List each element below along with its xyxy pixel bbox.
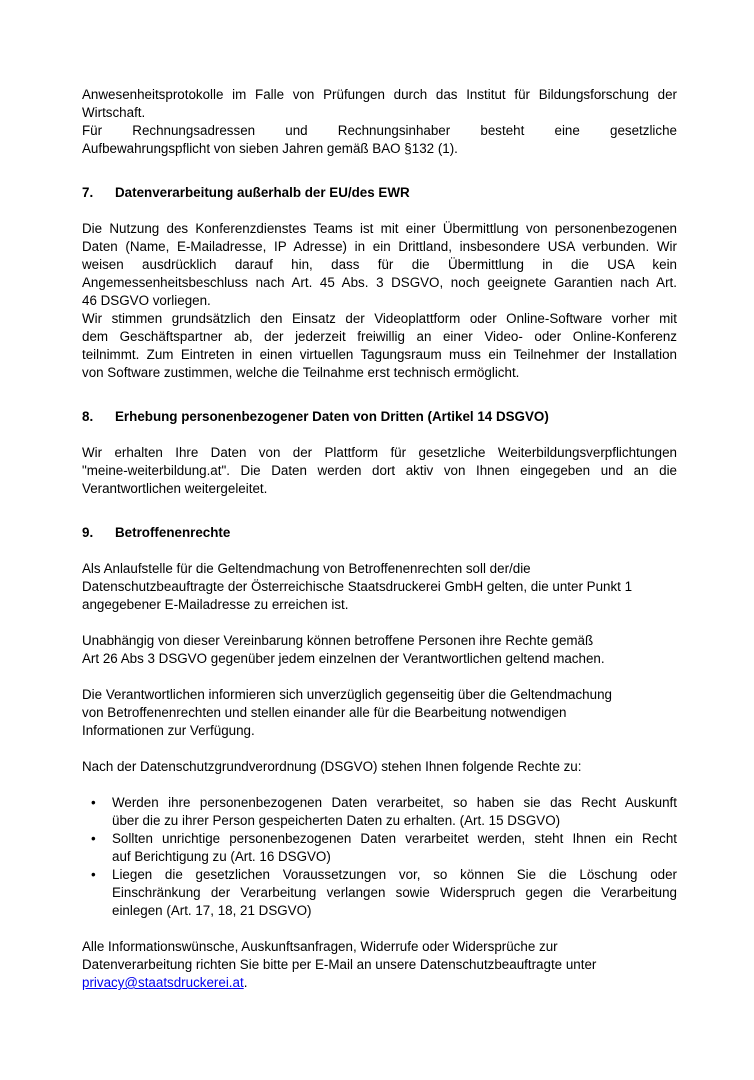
text-line: "meine-weiterbildung.at". Die Daten werden dort aktiv von Ihnen eingegeben und an die [82,463,677,478]
paragraph-rights-intro [82,758,677,776]
paragraph-attendance-records [82,86,677,122]
text-line: angegebener E-Mailadresse zu erreichen ist. [82,597,349,612]
paragraph-third-country-transfer [82,220,677,310]
paragraph-dpo-contact-point [82,560,677,614]
paragraph-contact [82,938,677,992]
text-line: einlegen (Art. 17, 18, 21 DSGVO) [112,903,312,918]
text-line: Die Nutzung des Konferenzdienstes Teams ist mit einer Übermittlung von personenbezogenen [82,221,677,236]
bullet-dot-icon: • [91,867,96,882]
paragraph-individual-rights [82,632,677,668]
text-line: 46 DSGVO vorliegen. [82,293,211,308]
paragraph-invoice-retention [82,122,677,158]
text-line: Unabhängig von dieser Vereinbarung können betroffene Personen ihre Rechte gemäß [82,633,594,648]
bullet-dot-icon: • [91,795,96,810]
text-line: Wir erhalten Ihre Daten von der Plattform für gesetzliche Weiterbildungsverpflichtungen [82,445,677,460]
bullet-dot-icon: • [91,831,96,846]
text-line: weisen ausdrücklich darauf hin, dass für die Übermittlung in die USA kein [82,257,677,272]
section-title: Datenverarbeitung außerhalb der EU/des EWR [115,185,410,200]
text-line: Werden ihre personenbezogenen Daten verarbeitet, so haben sie das Recht Auskunft [112,795,677,810]
paragraph-data-from-third-parties [82,444,677,498]
text-line: über die zu ihrer Person gespeicherten Daten zu erhalten. (Art. 15 DSGVO) [112,813,561,828]
paragraph-mutual-information [82,686,677,740]
section-title: Betroffenenrechte [115,525,231,540]
section-title: Erhebung personenbezogener Daten von Dritten (Artikel 14 DSGVO) [115,409,549,424]
text-line [82,974,677,992]
text-line: Nach der Datenschutzgrundverordnung (DSGVO) stehen Ihnen folgende Rechte zu: [82,759,582,774]
email-link[interactable]: privacy@staatsdruckerei.at [82,975,244,990]
text-line: Wir stimmen grundsätzlich den Einsatz der Videoplattform oder Online-Software vorher mit [82,311,677,326]
section-number: 8. [82,409,94,424]
text-line: Alle Informationswünsche, Auskunftsanfragen, Widerrufe oder Widersprüche zur [82,939,558,954]
rights-list [82,794,677,920]
text-line: Anwesenheitsprotokolle im Falle von Prüfungen durch das Institut für Bildungsforschung der [82,87,677,102]
text-line: auf Berichtigung zu (Art. 16 DSGVO) [112,849,331,864]
section-9-heading [82,524,677,542]
text-line: Die Verantwortlichen informieren sich unverzüglich gegenseitig über die Geltendmachung [82,687,612,702]
text-line: Für Rechnungsadressen und Rechnungsinhaber besteht eine gesetzliche [82,123,677,138]
section-number: 9. [82,525,94,540]
text-line: Verantwortlichen weitergeleitet. [82,481,268,496]
list-item [82,866,677,920]
text-line: Datenschutzbeauftragte der Österreichische Staatsdruckerei GmbH gelten, die unter Punkt 1 [82,579,633,594]
text-line: teilnimmt. Zum Eintreten in einen virtuellen Tagungsraum muss ein Teilnehmer der Installation [82,347,677,362]
text-line: Angemessenheitsbeschluss nach Art. 45 Abs. 3 DSGVO, noch geeignete Garantien nach Art. [82,275,677,290]
section-number: 7. [82,185,94,200]
text-line: Art 26 Abs 3 DSGVO gegenüber jedem einzelnen der Verantwortlichen geltend machen. [82,651,605,666]
text-line: Daten (Name, E-Mailadresse, IP Adresse) in ein Drittland, insbesondere USA verbunden. Wir [82,239,677,254]
document-content [82,86,677,1010]
text-line: dem Geschäftspartner ab, der jederzeit freiwillig an einer Video- oder Online-Konferenz [82,329,677,344]
text-line: Als Anlaufstelle für die Geltendmachung von Betroffenenrechten soll der/die [82,561,531,576]
text-line: von Software zustimmen, welche die Teilnahme erst technisch ermöglicht. [82,365,520,380]
text-line: Sollten unrichtige personenbezogenen Daten verarbeitet werden, steht Ihnen ein Recht [112,831,677,846]
sentence-period: . [243,975,248,990]
text-line: Wirtschaft. [82,105,146,120]
text-line: Liegen die gesetzlichen Voraussetzungen vor, so können Sie die Löschung oder [112,867,677,882]
section-8-heading [82,408,677,426]
text-line: Aufbewahrungspflicht von sieben Jahren gemäß BAO §132 (1). [82,141,458,156]
paragraph-video-platform-consent [82,310,677,382]
list-item [82,830,677,866]
text-line: Einschränkung der Verarbeitung verlangen sowie Widerspruch gegen die Verarbeitung [112,885,677,900]
text-line: Datenverarbeitung richten Sie bitte per E-Mail an unsere Datenschutzbeauftragte unter [82,957,597,972]
section-7-heading [82,184,677,202]
text-line: von Betroffenenrechten und stellen einander alle für die Bearbeitung notwendigen [82,705,567,720]
text-line: Informationen zur Verfügung. [82,723,255,738]
list-item [82,794,677,830]
